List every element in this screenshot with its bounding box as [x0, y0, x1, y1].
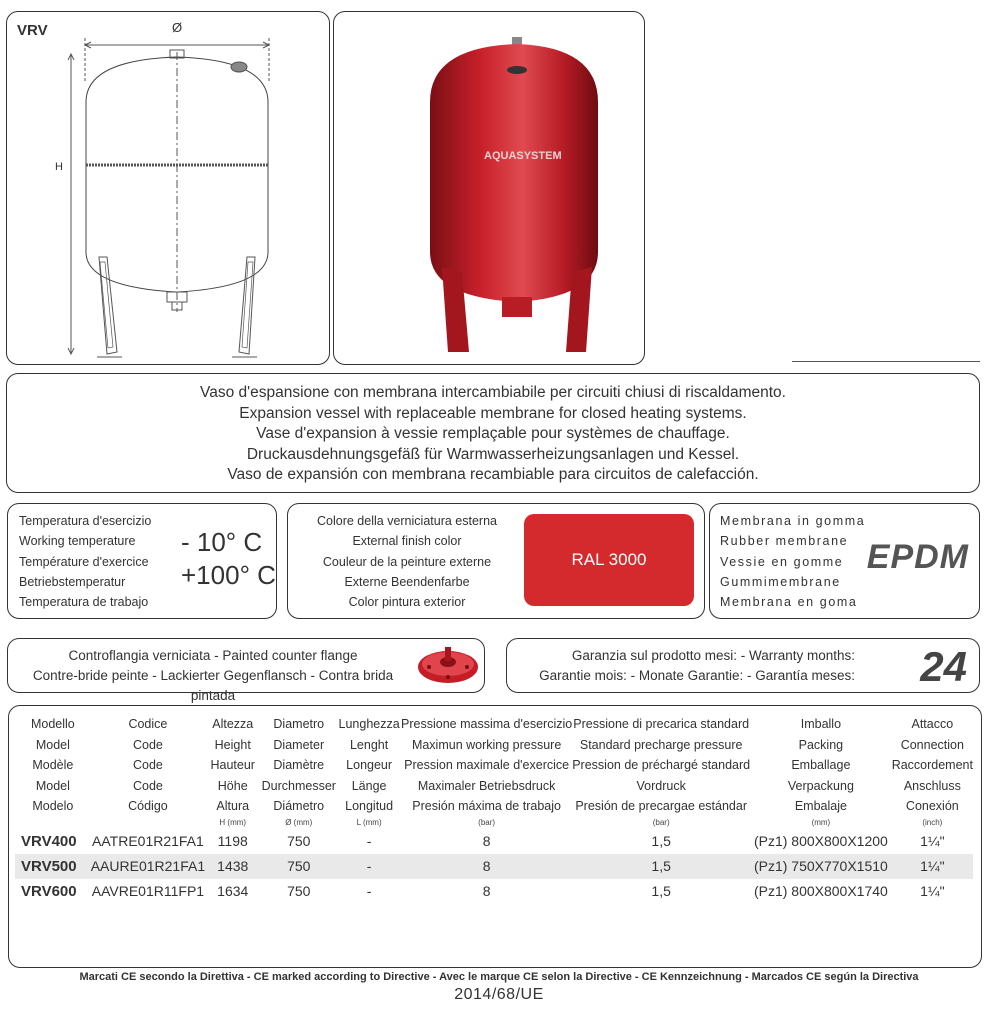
flange-text	[18, 646, 408, 706]
color-label: Couleur de la peinture externe	[322, 554, 492, 569]
temperature-label: Température d'exercice	[19, 554, 149, 569]
temperature-label: Working temperature	[19, 534, 136, 549]
cell-precharge-pressure: 1,5	[651, 833, 671, 849]
temperature-label: Temperatura de trabajo	[19, 595, 149, 610]
ral-code: RAL 3000	[571, 550, 647, 569]
model-tag: VRV	[17, 22, 48, 39]
cell-connection: 1¼"	[920, 833, 945, 849]
table-header-row	[15, 714, 973, 829]
column-header-length: Lunghezza Lenght Longeur Länge Longitud L (mm)	[338, 717, 400, 827]
column-header-model: Modello Model Modèle Model Modelo	[30, 717, 75, 813]
description-fr: Vase d'expansion à vessie remplaçable pour systèmes de chauffage.	[256, 425, 730, 442]
color-labels	[296, 511, 518, 612]
red-vessel-image	[334, 12, 646, 366]
warranty-months: 24	[920, 643, 967, 690]
cell-code: AAVRE01R11FP1	[91, 883, 205, 899]
temperature-values	[181, 526, 276, 592]
color-label: External finish color	[352, 534, 462, 549]
cell-packing: (Pz1) 800X800X1200	[753, 833, 888, 849]
column-header-code: Codice Code Code Code Código	[128, 717, 168, 813]
temperature-label: Temperatura d'esercizio	[19, 514, 152, 528]
cell-diameter: 750	[287, 883, 311, 899]
membrane-label: Membrana in gomma	[720, 514, 866, 528]
color-box	[287, 503, 705, 619]
cell-length: -	[366, 833, 372, 849]
counter-flange-icon	[415, 643, 481, 689]
description-en: Expansion vessel with replaceable membrane for closed heating systems.	[239, 404, 747, 422]
warranty-box	[506, 638, 980, 693]
membrane-label: Membrana en goma	[720, 595, 858, 610]
divider-line	[792, 361, 980, 362]
cell-length: -	[337, 854, 401, 879]
temperature-box	[7, 503, 277, 619]
temperature-max: +100° C	[181, 560, 276, 590]
directive-number: 2014/68/UE	[454, 986, 544, 1003]
cell-code: AATRE01R21FA1	[92, 833, 204, 849]
cell-length: -	[366, 883, 372, 899]
cell-precharge-pressure: 1,5	[572, 854, 750, 879]
cell-max-pressure: 8	[401, 854, 572, 879]
membrane-labels	[720, 511, 865, 612]
column-header-packing: Imballo Packing Emballage Verpackung Embalaje (mm)	[787, 717, 854, 827]
cell-model: VRV400	[21, 832, 77, 850]
ral-color-swatch	[524, 514, 694, 606]
description-it: Vaso d'espansione con membrana intercambiabile per circuiti chiusi di riscaldamento.	[200, 384, 786, 401]
ce-marking-text: Marcati CE secondo la Direttiva - CE marked according to Directive - Avec le marque CE selon la Directive - CE Kennzeichnung - Marcados CE según la Directiva	[79, 971, 919, 983]
cell-packing: (Pz1) 800X800X1740	[753, 883, 888, 899]
warranty-line: Garantie mois: - Monate Garantie: - Garantía meses:	[539, 668, 855, 683]
cell-connection: 1¼"	[920, 883, 945, 899]
membrane-box	[709, 503, 980, 619]
description-box	[6, 373, 980, 493]
specifications-table	[15, 714, 973, 904]
description-es: Vaso de expansión con membrana recambiable para circuitos de calefacción.	[227, 466, 759, 483]
cell-diameter: 750	[287, 833, 311, 849]
temperature-label: Betriebstemperatur	[19, 574, 126, 589]
column-header-max-pressure: Pressione massima d'esercizio Maximun working pressure Pression maximale d'exercice Maximaler Betriebsdruck Presión máxima de trabajo (bar)	[401, 717, 573, 827]
cell-height: 1634	[217, 883, 249, 899]
color-label: Color pintura exterior	[348, 595, 466, 610]
cell-connection: 1¼"	[892, 854, 973, 879]
cell-packing: (Pz1) 750X770X1510	[750, 854, 892, 879]
membrane-label: Gummimembrane	[720, 574, 841, 589]
table-row	[15, 854, 973, 879]
warranty-line: Garanzia sul prodotto mesi: - Warranty months:	[571, 648, 855, 663]
temperature-labels	[19, 511, 151, 612]
column-header-height: Altezza Height Hauteur Höhe Altura H (mm)	[210, 717, 255, 827]
diameter-label: Ø	[172, 20, 183, 35]
product-photo-panel	[333, 11, 645, 365]
cell-max-pressure: 8	[482, 833, 491, 849]
color-label: Externe Beendenfarbe	[344, 574, 470, 589]
cell-height: 1438	[205, 854, 260, 879]
temperature-min: - 10° C	[181, 527, 263, 557]
flange-box	[7, 638, 485, 703]
flange-line: Controflangia verniciata - Painted counter flange	[68, 648, 358, 663]
cell-model: VRV600	[21, 882, 77, 900]
table-row	[15, 879, 973, 904]
technical-drawing-panel	[6, 11, 330, 365]
table-row	[15, 829, 973, 854]
cell-model: VRV500	[15, 854, 91, 879]
cell-max-pressure: 8	[482, 883, 491, 899]
vessel-diagram	[7, 12, 331, 366]
column-header-connection: Attacco Connection Raccordement Anschluss Conexión (inch)	[891, 717, 973, 827]
description-de: Druckausdehnungsgefäß für Warmwasserheizungsanlagen und Kessel.	[246, 445, 740, 463]
membrane-label: Vessie en gomme	[720, 554, 844, 569]
specifications-table-box	[8, 705, 982, 968]
cell-code: AAURE01R21FA1	[91, 854, 205, 879]
membrane-label: Rubber membrane	[720, 534, 849, 549]
column-header-precharge-pressure: Pressione di precarica standard Standard precharge pressure Pression de préchargé standard Vordruck Presión de precargae estándar (bar)	[572, 717, 751, 827]
cell-precharge-pressure: 1,5	[651, 883, 671, 899]
warranty-text	[525, 646, 855, 686]
column-header-diameter: Diametro Diameter Diamètre Durchmesser Diámetro Ø (mm)	[261, 717, 336, 827]
membrane-material: EPDM	[866, 538, 969, 576]
height-label: H	[55, 161, 63, 173]
cell-height: 1198	[217, 833, 248, 849]
flange-line: Contre-bride peinte - Lackierter Gegenflansch - Contra brida pintada	[32, 668, 394, 703]
color-label: Colore della verniciatura esterna	[317, 514, 497, 528]
cell-diameter: 750	[260, 854, 337, 879]
brand-logo: AQUASYSTEM	[484, 150, 562, 162]
